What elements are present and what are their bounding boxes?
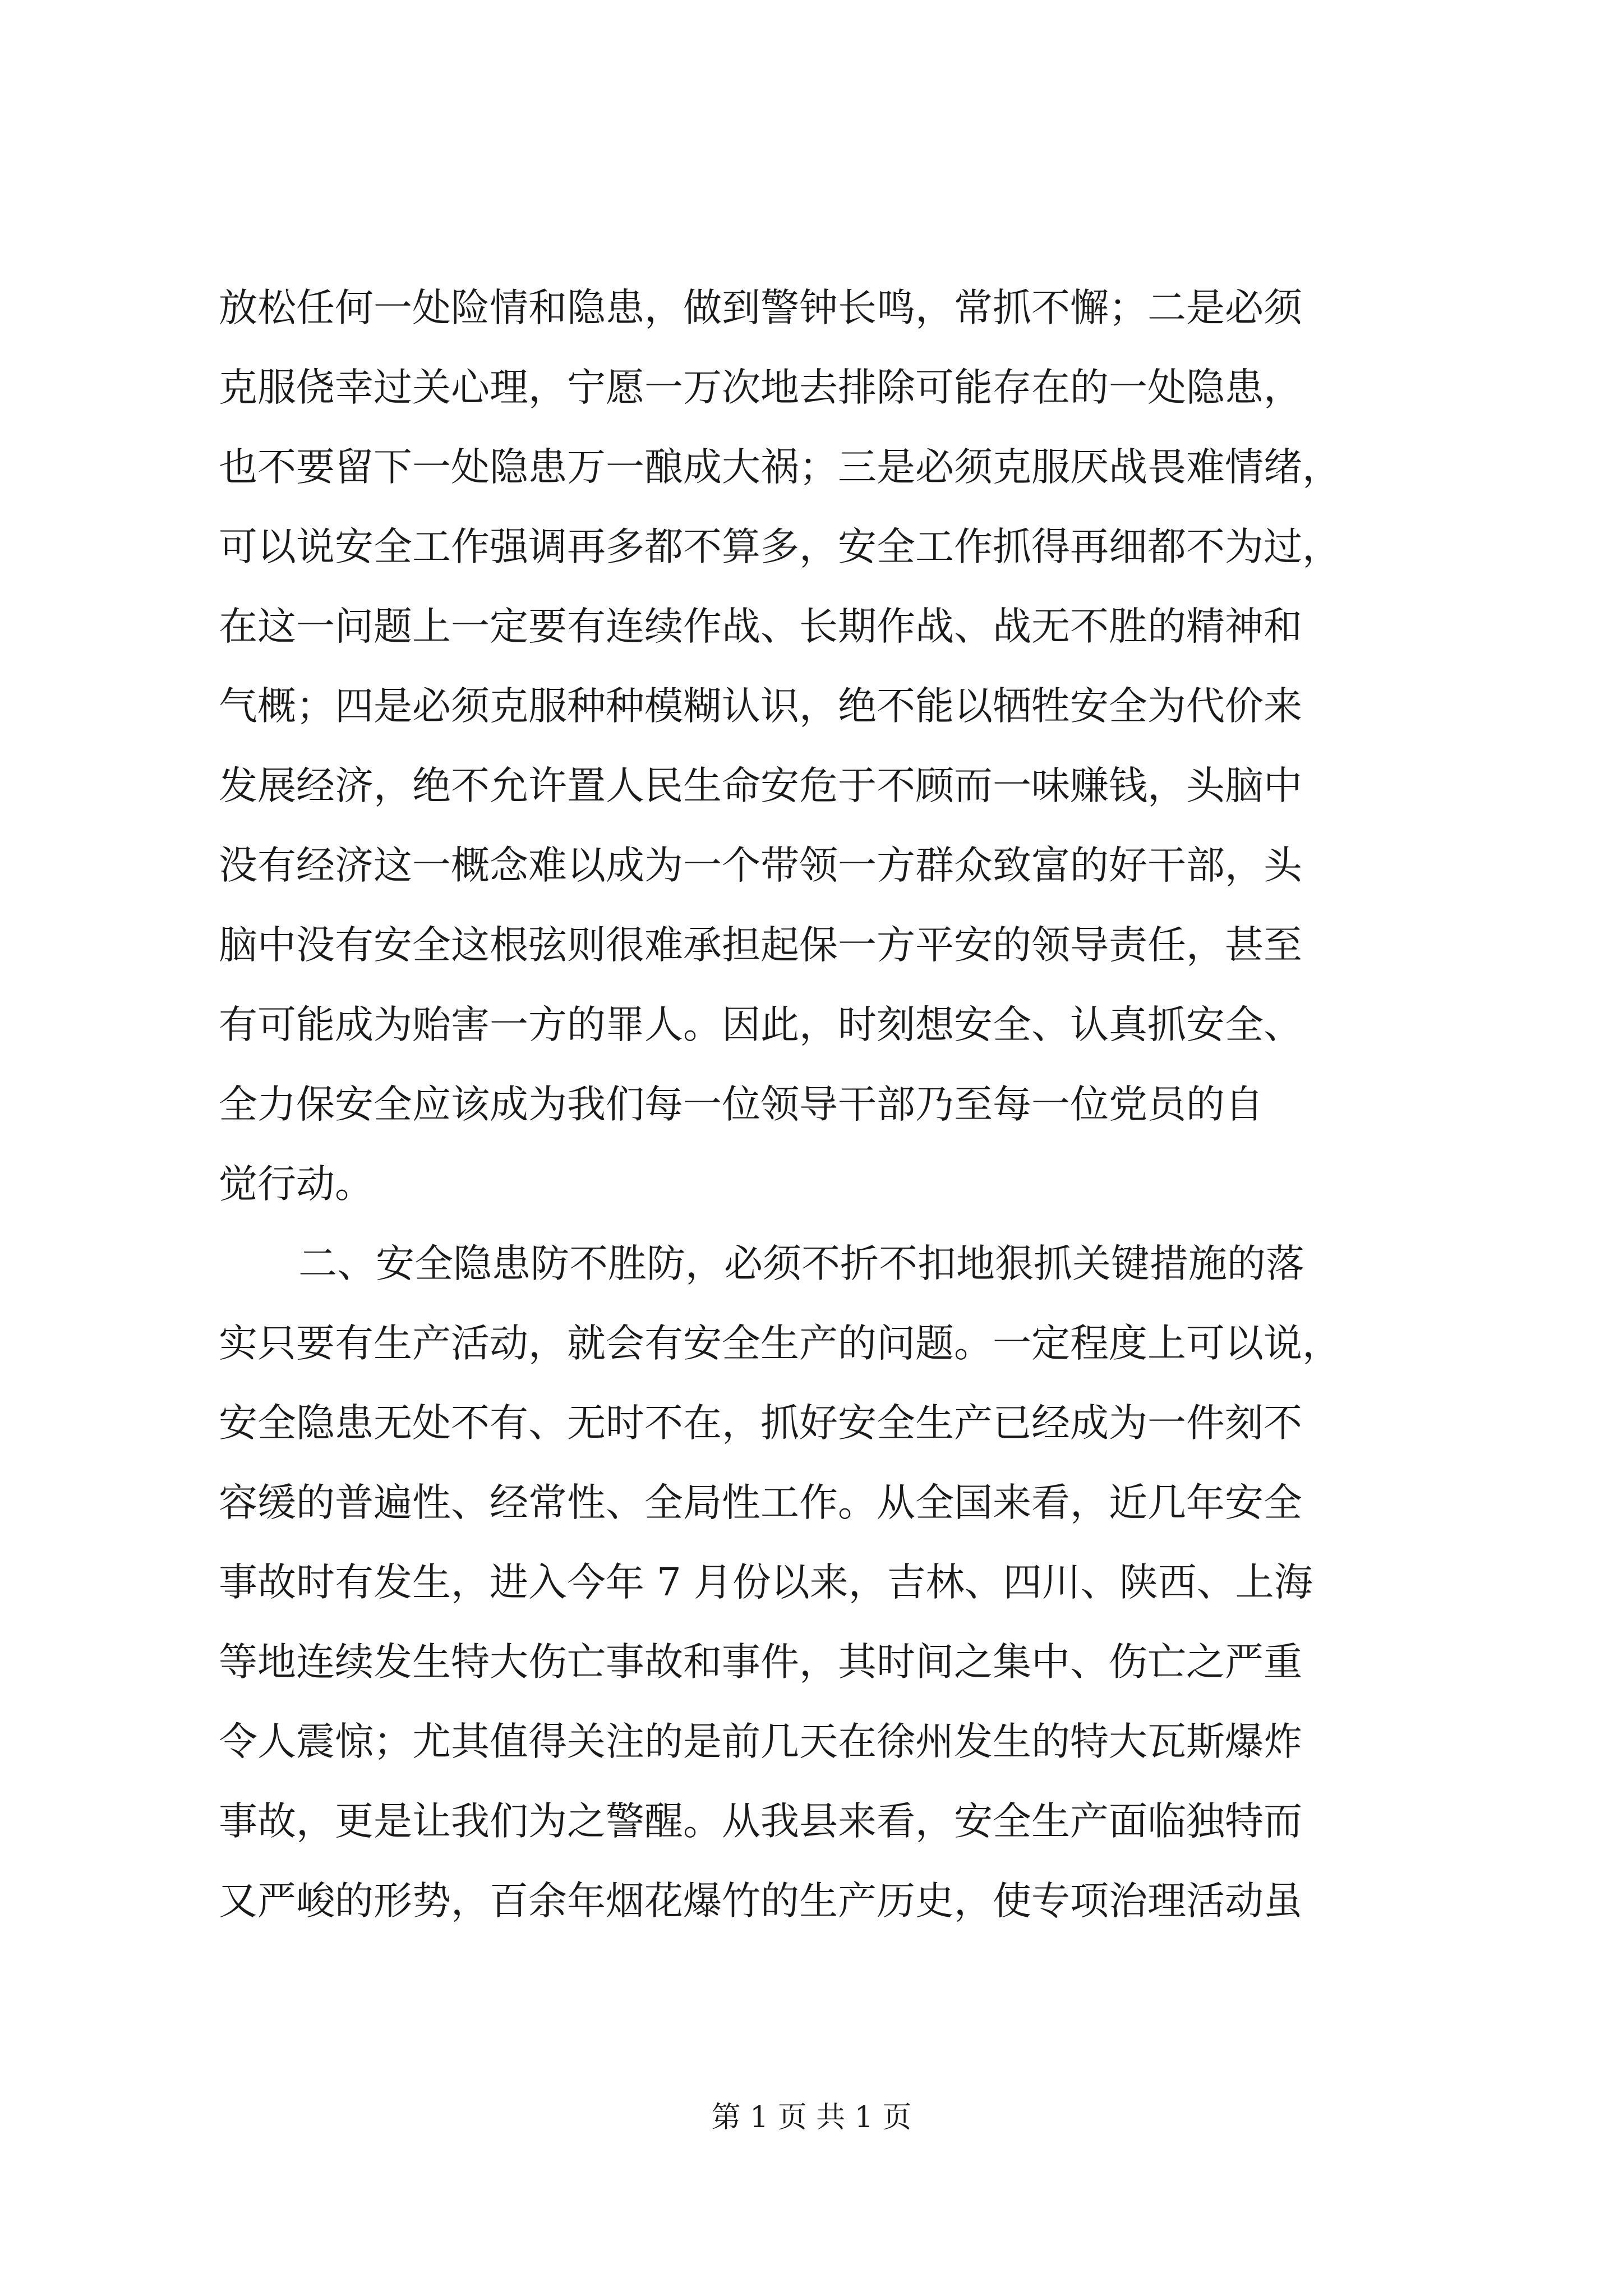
text-line: 又严峻的形势，百余年烟花爆竹的生产历史，使专项治理活动虽 [219, 1879, 1302, 1924]
page-number-label: 第 1 页 共 1 页 [711, 2101, 912, 2134]
page-footer [0, 2098, 1623, 2137]
text-line: 发展经济，绝不允许置人民生命安危于不顾而一味赚钱，头脑中 [219, 763, 1302, 808]
text-line: 全力保安全应该成为我们每一位领导干部乃至每一位党员的自 [219, 1082, 1264, 1127]
text-line: 安全隐患无处不有、无时不在，抓好安全生产已经成为一件刻不 [219, 1401, 1302, 1446]
text-line: 脑中没有安全这根弦则很难承担起保一方平安的领导责任，甚至 [219, 923, 1302, 968]
text-line: 事故时有发生，进入今年 7 月份以来，吉林、四川、陕西、上海 [219, 1560, 1313, 1605]
text-line: 也不要留下一处隐患万一酿成大祸；三是必须克服厌战畏难情绪， [219, 445, 1341, 490]
text-line: 在这一问题上一定要有连续作战、长期作战、战无不胜的精神和 [219, 604, 1302, 649]
text-line: 容缓的普遍性、经常性、全局性工作。从全国来看，近几年安全 [219, 1480, 1302, 1525]
text-line: 没有经济这一概念难以成为一个带领一方群众致富的好干部，头 [219, 843, 1302, 888]
text-line: 气概；四是必须克服种种模糊认识，绝不能以牺牲安全为代价来 [219, 684, 1302, 729]
text-line: 觉行动。 [219, 1162, 374, 1207]
text-line: 有可能成为贻害一方的罪人。因此，时刻想安全、认真抓安全、 [219, 1002, 1302, 1047]
text-line: 放松任何一处险情和隐患，做到警钟长鸣，常抓不懈；二是必须 [219, 286, 1302, 330]
text-line: 令人震惊；尤其值得关注的是前几天在徐州发生的特大瓦斯爆炸 [219, 1719, 1302, 1764]
document-body [219, 268, 1481, 1941]
text-line: 实只要有生产活动，就会有安全生产的问题。一定程度上可以说， [219, 1321, 1341, 1366]
text-line: 等地连续发生特大伤亡事故和事件，其时间之集中、伤亡之严重 [219, 1640, 1302, 1685]
text-line: 克服侥幸过关心理，宁愿一万次地去排除可能存在的一处隐患， [219, 365, 1302, 410]
text-line: 可以说安全工作强调再多都不算多，安全工作抓得再细都不为过， [219, 524, 1341, 569]
text-line: 事故，更是让我们为之警醒。从我县来看，安全生产面临独特而 [219, 1799, 1302, 1844]
paragraph-start-line: 二、安全隐患防不胜防，必须不折不扣地狠抓关键措施的落 [298, 1241, 1304, 1286]
